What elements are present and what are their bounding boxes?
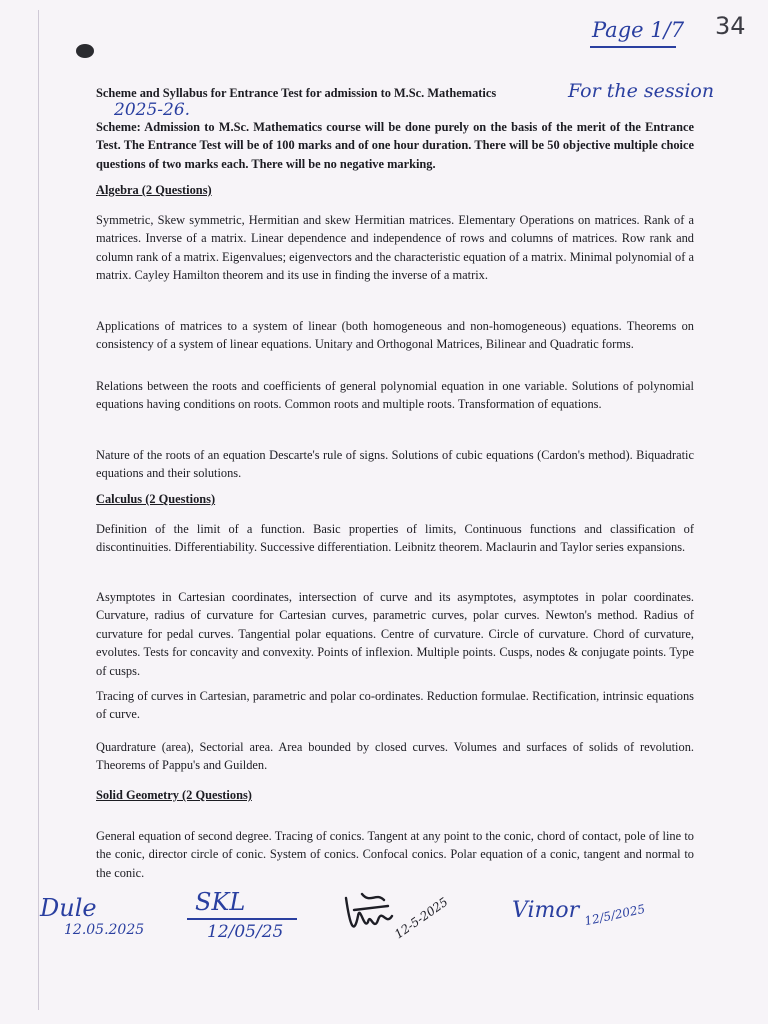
signature-3-scribble — [340, 886, 400, 946]
session-year-annotation: 2025-26. — [114, 100, 191, 120]
signature-2-underline — [187, 918, 297, 920]
calculus-paragraph-2: Asymptotes in Cartesian coordinates, intersection of curve and its asymptotes, asymptotes in polar coordinates. Curvature, radius of curvature for Cartesian curves, parametric curves, polar curves. Newton's method. Radius of curvature for pedal curves. Tangential polar equations. Centre of curvature. Circle of curvature. Chord of curvature, evolutes. Tests for concavity and convexity. Points of inflexion. Multiple points. Cusps, nodes & conjugate points. Type of cusps. — [96, 590, 694, 678]
signature-4-mark: Vimor — [512, 898, 580, 923]
scheme-paragraph: Scheme: Admission to M.Sc. Mathematics course will be done purely on the basis of the merit of the Entrance Test. The Entrance Test will be of 100 marks and of one hour duration. There will be 50 objective multiple choice questions of two marks each. There will be no negative marking. — [96, 120, 694, 171]
signature-3 — [340, 886, 451, 950]
algebra-paragraph-1: Symmetric, Skew symmetric, Hermitian and skew Hermitian matrices. Elementary Operations on matrices. Rank of a matrices. Inverse of a matrix. Linear dependence and independence of rows and columns of matrices. Row rank and column rank of a matrix. Eigenvalues; eigenvectors and the characteristic equation of a matrix. Minimal polynomial of a matrix. Cayley Hamilton theorem and its use in finding the inverse of a matrix. — [96, 213, 694, 283]
signature-2-mark: SKL — [195, 888, 246, 916]
page-label-underline — [590, 46, 676, 48]
signature-2 — [195, 888, 297, 942]
calculus-paragraph-3: Tracing of curves in Cartesian, parametric and polar co-ordinates. Reduction formulae. Rectification, intrinsic equations of curve. — [96, 689, 694, 722]
page-label-annotation: Page 1/7 — [592, 18, 685, 42]
signature-1-date: 12.05.2025 — [64, 922, 145, 938]
signature-1 — [40, 894, 144, 938]
algebra-paragraph-3: Relations between the roots and coefficients of general polynomial equation in one variable. Solutions of polynomial equations having conditions on roots. Common roots and multiple roots. Transformation of equations. — [96, 379, 694, 412]
session-note-annotation: For the session — [568, 80, 715, 102]
signature-row — [0, 880, 768, 970]
calculus-paragraph-1: Definition of the limit of a function. Basic properties of limits, Continuous functions and classification of discontinuities. Differentiability. Successive differentiation. Leibnitz theorem. Maclaurin and Taylor series expansions. — [96, 522, 694, 555]
algebra-paragraph-4: Nature of the roots of an equation Descarte's rule of signs. Solutions of cubic equations (Cardon's method). Biquadratic equations and their solutions. — [96, 448, 694, 481]
signature-1-mark: Dule — [40, 894, 97, 922]
punch-hole — [76, 44, 94, 58]
section-heading-solid-geometry: Solid Geometry (2 Questions) — [96, 788, 252, 802]
signature-4-date: 12/5/2025 — [583, 901, 647, 929]
calculus-paragraph-4: Quardrature (area), Sectorial area. Area bounded by closed curves. Volumes and surfaces of solids of revolution. Theorems of Pappu's and Guilden. — [96, 740, 694, 773]
signature-2-date: 12/05/25 — [207, 922, 284, 942]
algebra-paragraph-2: Applications of matrices to a system of linear (both homogeneous and non-homogeneous) equations. Theorems on consistency of a system of linear equations. Unitary and Orthogonal Matrices, Bilinear and Quadratic forms. — [96, 319, 694, 352]
signature-3-date: 12-5-2025 — [392, 894, 451, 942]
page-number-annotation: 34 — [715, 12, 746, 40]
solid-geometry-paragraph-1: General equation of second degree. Tracing of conics. Tangent at any point to the conic, chord of contact, pole of line to the conic, director circle of conic. System of conics. Confocal conics. Polar equation of a conic, tangent and normal to the conic. — [96, 829, 694, 880]
section-heading-algebra: Algebra (2 Questions) — [96, 183, 212, 197]
section-heading-calculus: Calculus (2 Questions) — [96, 492, 216, 506]
signature-4 — [512, 898, 647, 929]
document-title: Scheme and Syllabus for Entrance Test for admission to M.Sc. Mathematics — [96, 86, 497, 100]
margin-line — [38, 10, 39, 1010]
